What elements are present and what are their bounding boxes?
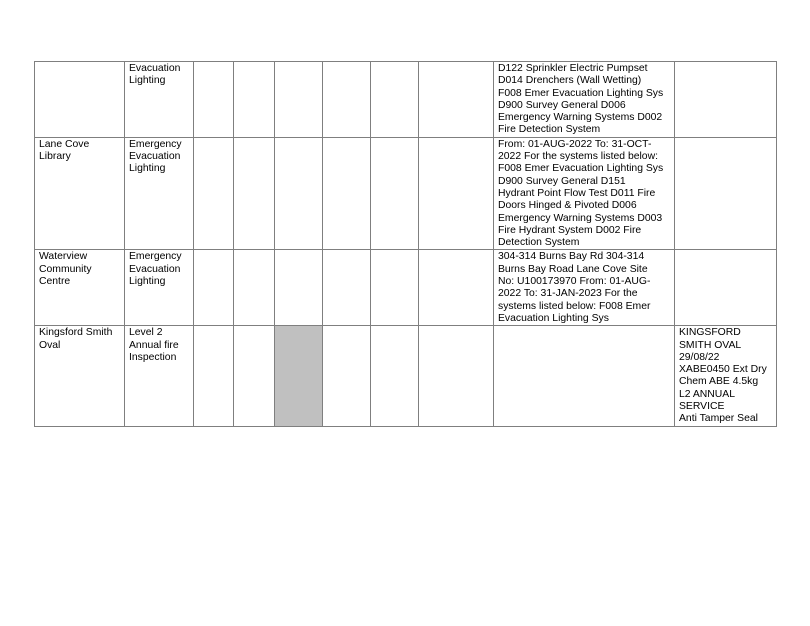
empty-cell (323, 137, 371, 250)
empty-cell (234, 62, 275, 138)
empty-cell (275, 62, 323, 138)
table-row (35, 250, 777, 326)
table-row (35, 326, 777, 426)
empty-cell (194, 326, 234, 426)
notes-cell (494, 326, 675, 426)
site-cell: Lane Cove Library (35, 137, 125, 250)
comments-cell (675, 137, 777, 250)
task-cell: Emergency Evacuation Lighting (125, 250, 194, 326)
empty-cell (234, 326, 275, 426)
inspection-table (34, 61, 777, 427)
shaded-cell (275, 326, 323, 426)
comments-cell (675, 62, 777, 138)
site-cell: Waterview Community Centre (35, 250, 125, 326)
empty-cell (323, 326, 371, 426)
empty-cell (371, 250, 419, 326)
empty-cell (419, 137, 494, 250)
empty-cell (419, 250, 494, 326)
empty-cell (194, 250, 234, 326)
empty-cell (419, 326, 494, 426)
empty-cell (275, 137, 323, 250)
comments-cell: KINGSFORD SMITH OVAL 29/08/22 XABE0450 Ext Dry Chem ABE 4.5kg L2 ANNUAL SERVICE Anti Tamper Seal (675, 326, 777, 426)
table-row (35, 137, 777, 250)
notes-cell: 304-314 Burns Bay Rd 304-314 Burns Bay Road Lane Cove Site No: U100173970 From: 01-AUG- 2022 To: 31-JAN-2023 For the systems listed below: F008 Emer Evacuation Lighting Sys (494, 250, 675, 326)
task-cell: Level 2 Annual fire Inspection (125, 326, 194, 426)
empty-cell (371, 62, 419, 138)
site-cell: Kingsford Smith Oval (35, 326, 125, 426)
empty-cell (275, 250, 323, 326)
empty-cell (419, 62, 494, 138)
comments-cell (675, 250, 777, 326)
notes-cell: D122 Sprinkler Electric Pumpset D014 Drenchers (Wall Wetting) F008 Emer Evacuation Lighting Sys D900 Survey General D006 Emergency Warning Systems D002 Fire Detection System (494, 62, 675, 138)
empty-cell (371, 326, 419, 426)
empty-cell (371, 137, 419, 250)
table-row (35, 62, 777, 138)
empty-cell (323, 250, 371, 326)
task-cell: Emergency Evacuation Lighting (125, 137, 194, 250)
task-cell: Evacuation Lighting (125, 62, 194, 138)
empty-cell (323, 62, 371, 138)
empty-cell (194, 137, 234, 250)
empty-cell (194, 62, 234, 138)
notes-cell: From: 01-AUG-2022 To: 31-OCT- 2022 For the systems listed below: F008 Emer Evacuation Lighting Sys D900 Survey General D151 Hydrant Point Flow Test D011 Fire Doors Hinged & Pivoted D006 Emergency Warning Systems D003 Fire Hydrant System D002 Fire Detection System (494, 137, 675, 250)
site-cell (35, 62, 125, 138)
empty-cell (234, 137, 275, 250)
empty-cell (234, 250, 275, 326)
